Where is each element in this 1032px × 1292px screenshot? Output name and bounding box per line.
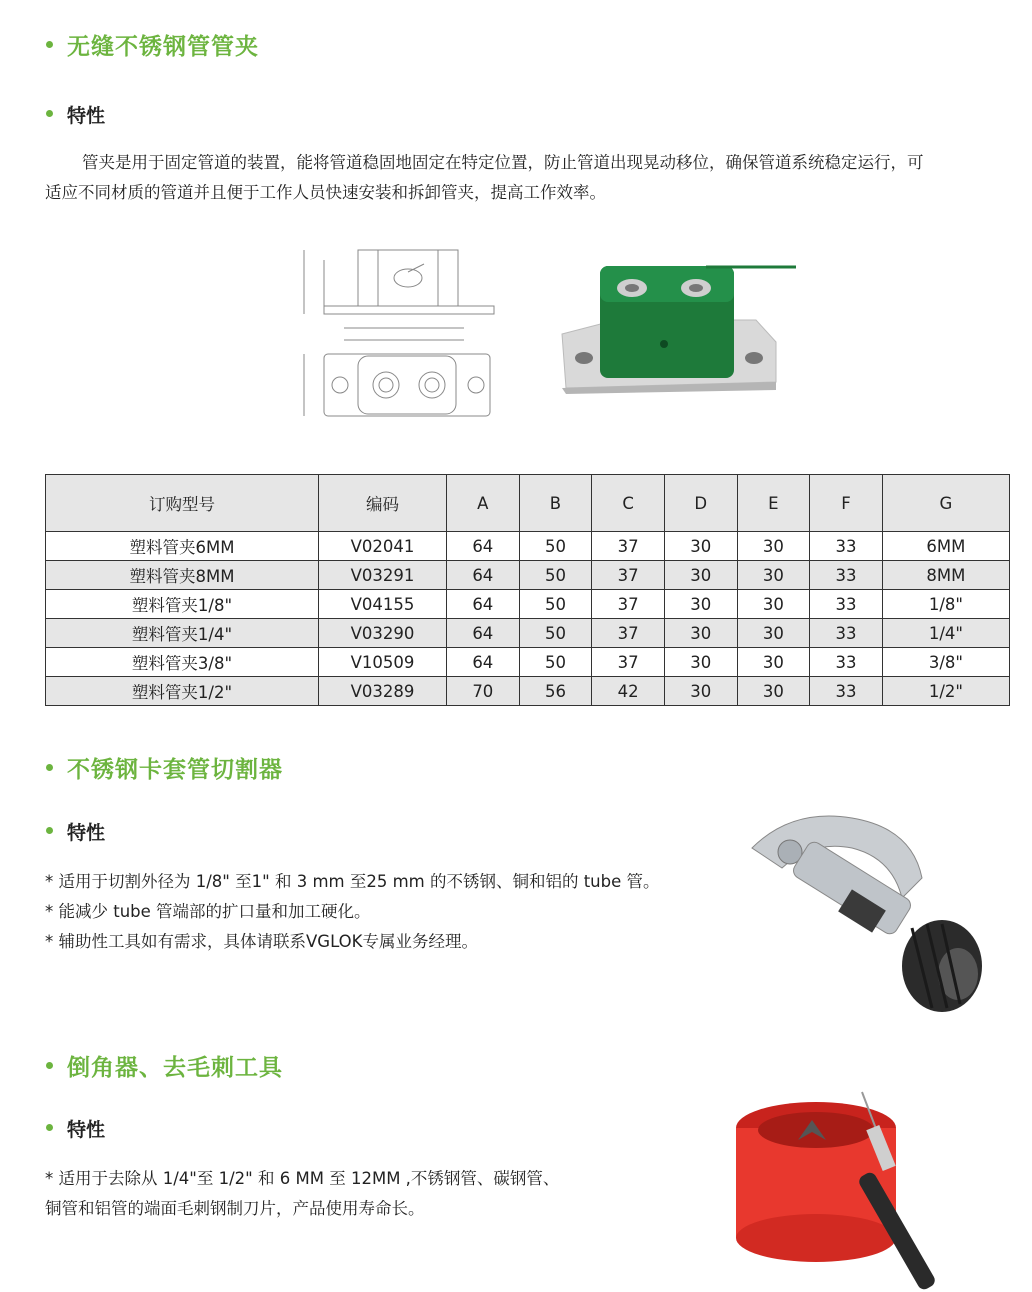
cell: 1/4" [882,619,1009,648]
bullet-dot [46,41,53,48]
cell: 3/8" [882,648,1009,677]
cell: 50 [519,561,592,590]
cell: 37 [592,532,665,561]
cell: 33 [810,561,883,590]
cell: 42 [592,677,665,706]
cell: 塑料管夹1/2" [46,677,319,706]
cell: 50 [519,619,592,648]
cell: 50 [519,590,592,619]
cell: V03291 [319,561,447,590]
section1-desc-line1: 管夹是用于固定管道的装置，能将管道稳固地固定在特定位置，防止管道出现晃动移位，确保管道系统稳定运行，可 [82,153,924,172]
table-row [46,619,1010,648]
section2-title: 不锈钢卡套管切割器 [46,751,283,784]
table-header-row [46,475,1010,532]
header-g: G [882,475,1009,532]
cell: 64 [447,648,520,677]
cell: V03290 [319,619,447,648]
cell: 64 [447,619,520,648]
cell: 64 [447,532,520,561]
cell: 6MM [882,532,1009,561]
table-row [46,561,1010,590]
cell: 30 [737,532,810,561]
cell: 塑料管夹1/4" [46,619,319,648]
cell: 33 [810,590,883,619]
cell: V02041 [319,532,447,561]
table-row [46,532,1010,561]
cell: 30 [664,648,737,677]
plastic-clamp-photo [556,262,798,394]
table-row [46,648,1010,677]
cell: 37 [592,619,665,648]
section2-features-label: 特性 [46,818,105,845]
section3-desc-line2: 铜管和铝管的端面毛刺钢制刀片，产品使用寿命长。 [45,1199,425,1218]
header-b: B [519,475,592,532]
section2-bullet-3: * 辅助性工具如有需求，具体请联系VGLOK专属业务经理。 [45,932,478,951]
cell: 8MM [882,561,1009,590]
table-row [46,590,1010,619]
section3-desc-line1: * 适用于去除从 1/4"至 1/2" 和 6 MM 至 12MM ,不锈钢管、碳钢管、 [45,1169,560,1188]
bullet-dot [46,1062,53,1069]
cell: V04155 [319,590,447,619]
section1-desc-line2: 适应不同材质的管道并且便于工作人员快速安装和拆卸管夹，提高工作效率。 [45,183,606,202]
cell: 70 [447,677,520,706]
cell: 64 [447,590,520,619]
cell: 37 [592,648,665,677]
cell: 37 [592,561,665,590]
section2-bullet-1: * 适用于切割外径为 1/8" 至1" 和 3 mm 至25 mm 的不锈钢、铜和铝的 tube 管。 [45,872,660,891]
section2-bullet-2: * 能减少 tube 管端部的扩口量和加工硬化。 [45,902,371,921]
cell: 1/2" [882,677,1009,706]
cell: 30 [737,590,810,619]
header-c: C [592,475,665,532]
cell: 50 [519,532,592,561]
cell: 30 [664,532,737,561]
header-model: 订购型号 [46,475,319,532]
cell: 37 [592,590,665,619]
cell: V03289 [319,677,447,706]
cell: 33 [810,677,883,706]
tube-cutter-photo [732,808,1002,1018]
cell: 30 [737,619,810,648]
section1-title: 无缝不锈钢管管夹 [46,28,259,61]
cell: 64 [447,561,520,590]
cell: 1/8" [882,590,1009,619]
header-a: A [447,475,520,532]
cell: 30 [737,677,810,706]
cell: 30 [664,590,737,619]
cell: V10509 [319,648,447,677]
cell: 30 [737,561,810,590]
clamp-spec-table [45,474,1010,706]
bullet-dot [46,827,53,834]
cell: 33 [810,648,883,677]
cell: 30 [664,677,737,706]
cell: 塑料管夹8MM [46,561,319,590]
bullet-dot [46,764,53,771]
section1-features-label: 特性 [46,101,105,128]
cell: 33 [810,619,883,648]
bullet-dot [46,110,53,117]
cell: 30 [664,619,737,648]
clamp-technical-drawing [296,244,496,426]
cell: 50 [519,648,592,677]
cell: 塑料管夹1/8" [46,590,319,619]
header-d: D [664,475,737,532]
cell: 56 [519,677,592,706]
bullet-dot [46,1124,53,1131]
table-row [46,677,1010,706]
cell: 30 [737,648,810,677]
header-e: E [737,475,810,532]
section3-features-label: 特性 [46,1115,105,1142]
cell: 33 [810,532,883,561]
deburring-tools-photo [728,1086,1018,1292]
header-f: F [810,475,883,532]
cell: 塑料管夹6MM [46,532,319,561]
section3-title: 倒角器、去毛刺工具 [46,1049,283,1082]
header-code: 编码 [319,475,447,532]
cell: 30 [664,561,737,590]
cell: 塑料管夹3/8" [46,648,319,677]
